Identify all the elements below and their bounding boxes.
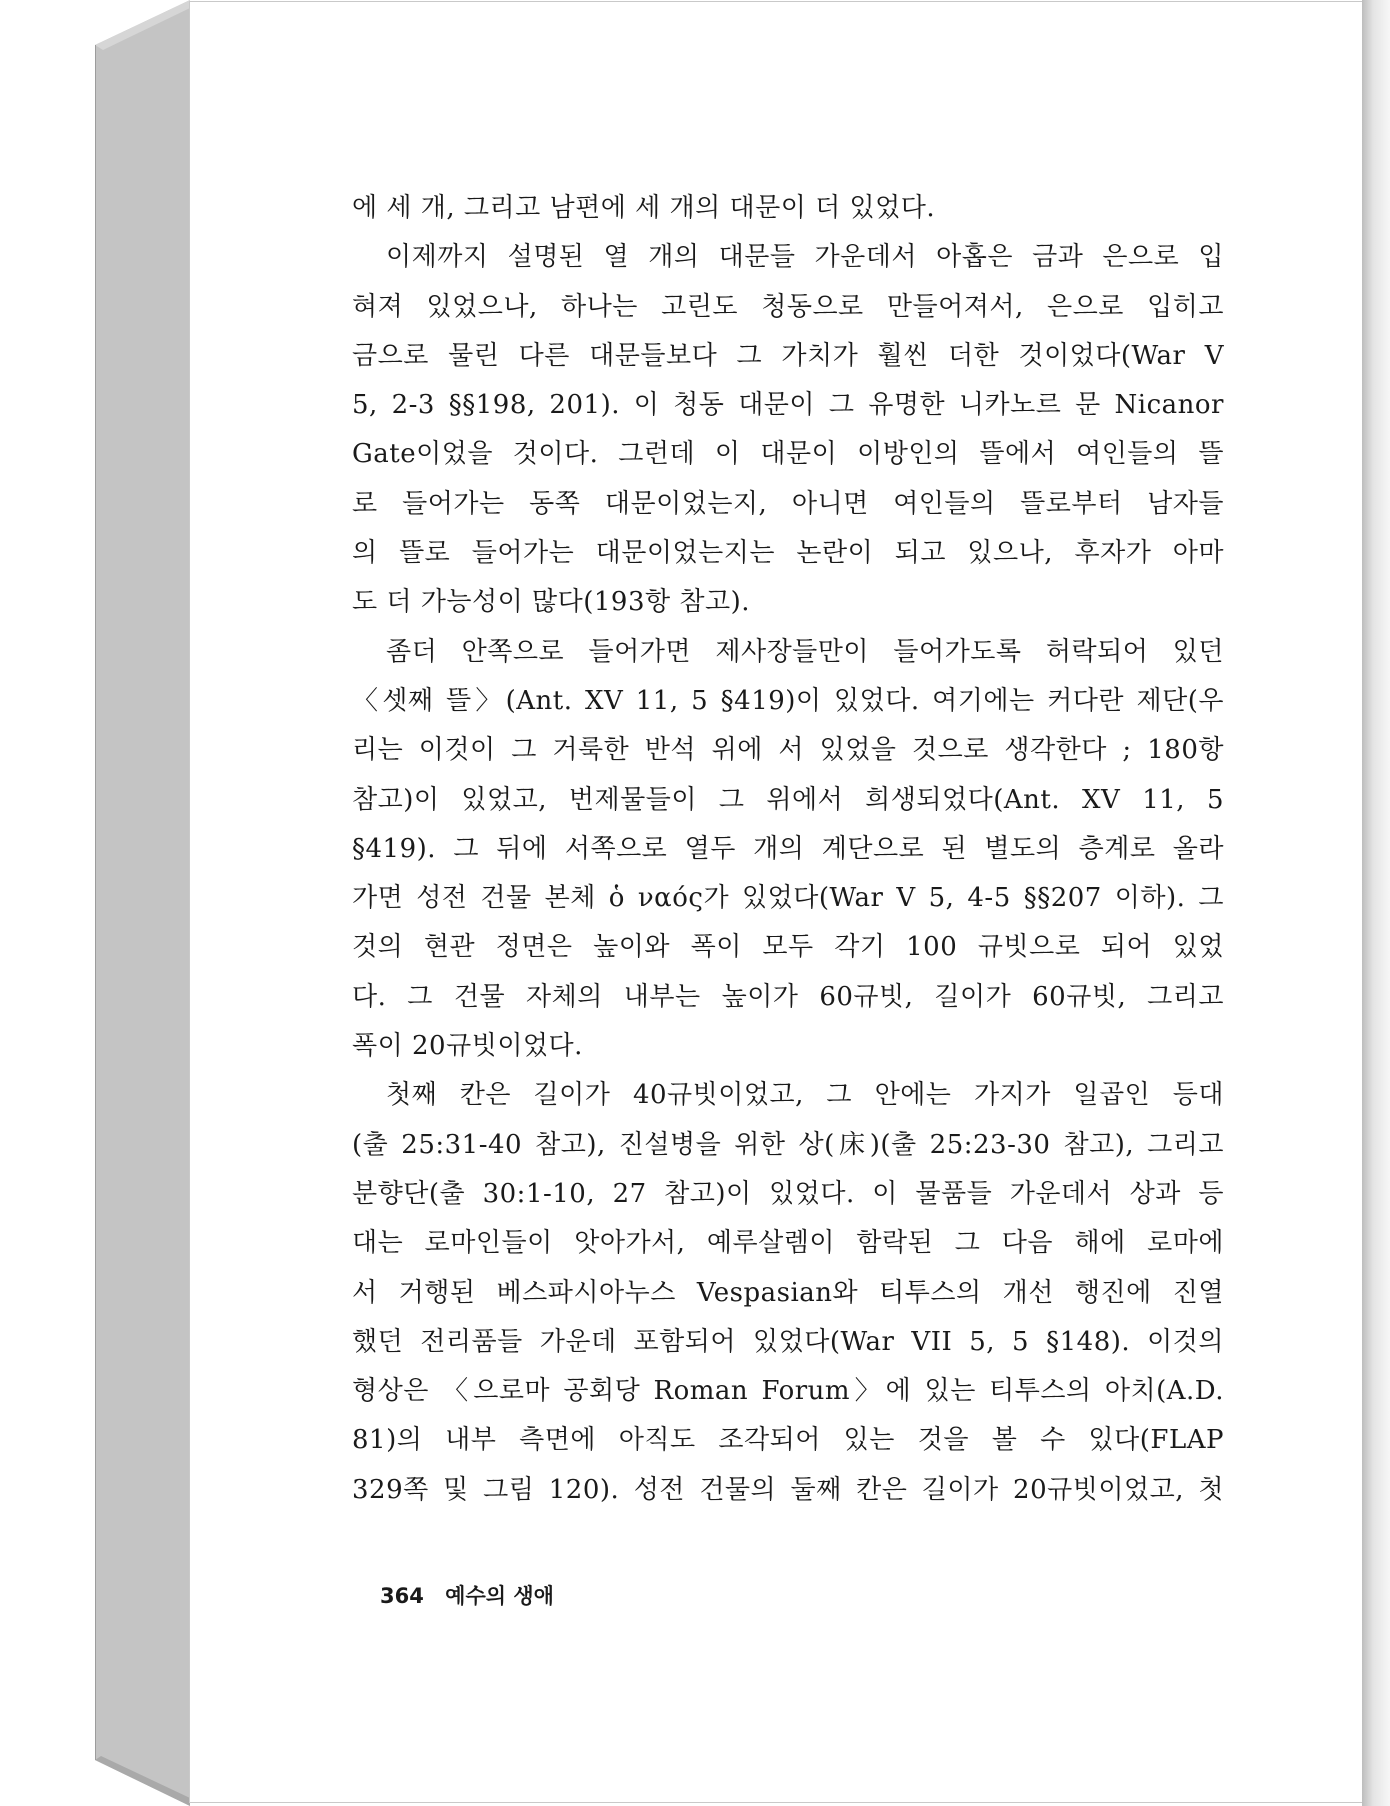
text-line: 금으로 물린 다른 대문들보다 그 가치가 훨씬 더한 것이었다(War V xyxy=(352,340,1224,371)
text-line: 분향단(출 30:1-10, 27 참고)이 있었다. 이 물품들 가운데서 상과 등 xyxy=(352,1178,1224,1209)
text-line: 81)의 내부 측면에 아직도 조각되어 있는 것을 볼 수 있다(FLAP xyxy=(352,1425,1224,1456)
text-line: 로 들어가는 동쪽 대문이었는지, 아니면 여인들의 뜰로부터 남자들 xyxy=(352,488,1224,519)
text-line: 첫째 칸은 길이가 40규빗이었고, 그 안에는 가지가 일곱인 등대 xyxy=(386,1080,1224,1111)
text-line: §419). 그 뒤에 서쪽으로 열두 개의 계단으로 된 별도의 층계로 올라 xyxy=(352,833,1224,864)
text-line: 329쪽 및 그림 120). 성전 건물의 둘째 칸은 길이가 20규빗이었고, 첫 xyxy=(352,1474,1224,1505)
text-line: Gate이었을 것이다. 그런데 이 대문이 이방인의 뜰에서 여인들의 뜰 xyxy=(352,439,1224,470)
text-line: (출 25:31-40 참고), 진설병을 위한 상(床)(출 25:23-30 참고), 그리고 xyxy=(352,1129,1224,1160)
running-title: 예수의 생애 xyxy=(445,1584,554,1608)
body-text xyxy=(352,184,1224,1515)
text-line: 가면 성전 건물 본체 ὁ ναός가 있었다(War V 5, 4-5 §§207 이하). 그 xyxy=(352,883,1224,914)
text-line: 〈셋째 뜰〉(Ant. XV 11, 5 §419)이 있었다. 여기에는 커다란 제단(우 xyxy=(352,685,1224,716)
text-line: 의 뜰로 들어가는 대문이었는지는 논란이 되고 있으나, 후자가 아마 xyxy=(352,538,1224,569)
text-line: 다. 그 건물 자체의 내부는 높이가 60규빗, 길이가 60규빗, 그리고 xyxy=(352,981,1224,1012)
book-spine xyxy=(95,0,190,1806)
text-line: 좀더 안쪽으로 들어가면 제사장들만이 들어가도록 허락되어 있던 xyxy=(386,636,1224,667)
page-number: 364 xyxy=(380,1584,424,1608)
text-line: 것의 현관 정면은 높이와 폭이 모두 각기 100 규빗으로 되어 있었 xyxy=(352,932,1224,963)
text-line: 했던 전리품들 가운데 포함되어 있었다(War VII 5, 5 §148). 이것의 xyxy=(352,1326,1224,1357)
text-line: 대는 로마인들이 앗아가서, 예루살렘이 함락된 그 다음 해에 로마에 xyxy=(352,1228,1224,1259)
text-line: 이제까지 설명된 열 개의 대문들 가운데서 아홉은 금과 은으로 입 xyxy=(386,242,1224,273)
text-line: 도 더 가능성이 많다(193항 참고). xyxy=(352,587,751,618)
text-line: 에 세 개, 그리고 남편에 세 개의 대문이 더 있었다. xyxy=(352,193,936,223)
text-line: 형상은 〈으로마 공회당 Roman Forum〉에 있는 티투스의 아치(A.D. xyxy=(352,1376,1224,1407)
text-line: 혀져 있었으나, 하나는 고린도 청동으로 만들어져서, 은으로 입히고 xyxy=(352,291,1224,322)
text-line: 5, 2-3 §§198, 201). 이 청동 대문이 그 유명한 니카노르 문 Nicanor xyxy=(352,390,1224,421)
text-line: 서 거행된 베스파시아누스 Vespasian와 티투스의 개선 행진에 진열 xyxy=(352,1277,1224,1308)
text-line: 폭이 20규빗이었다. xyxy=(352,1031,583,1062)
page-footer xyxy=(380,1580,568,1610)
page-edge-shadow xyxy=(1362,0,1390,1806)
text-line: 참고)이 있었고, 번제물들이 그 위에서 희생되었다(Ant. XV 11, 5 xyxy=(352,784,1224,815)
text-line: 리는 이것이 그 거룩한 반석 위에 서 있었을 것으로 생각한다 ; 180항 xyxy=(352,735,1224,766)
